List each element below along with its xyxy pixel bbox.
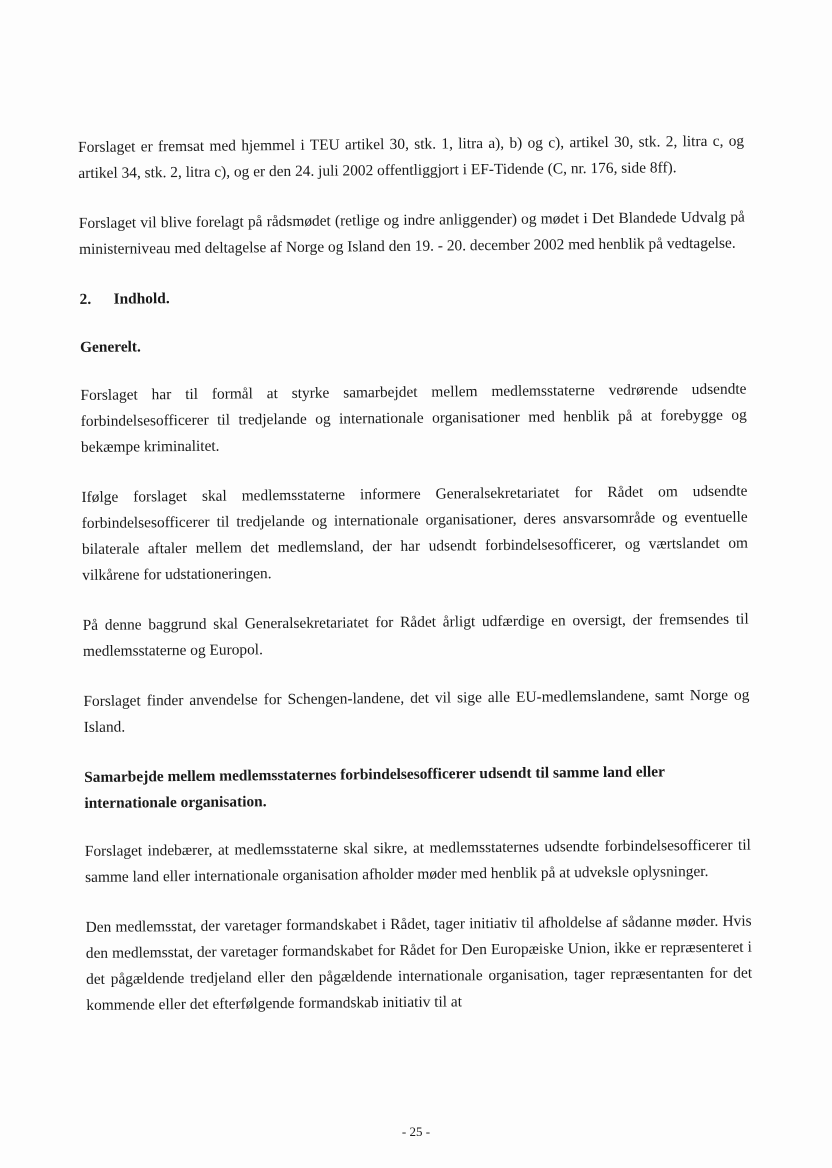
section-heading (79, 281, 745, 313)
paragraph-overview: På denne baggrund skal Generalsekretariatet for Rådet årligt udfærdige en oversigt, der fremsendes til medlemsstaterne og Europol. (82, 610, 749, 660)
subheading-samarbejde: Samarbejde mellem medlemsstaternes forbindelsesofficerer udsendt til samme land eller internationale organisation. (84, 763, 665, 812)
paragraph-purpose: Forslaget har til formål at styrke samarbejdet mellem medlemsstaterne vedrørende udsendte forbindelsesofficerer til tredjelande og internationale organisationer med henblik på at forebygge og bekæmpe kriminalitet. (80, 380, 747, 456)
subheading-generelt: Generelt. (79, 338, 141, 356)
paragraph-presidency: Den medlemsstat, der varetager formandskabet i Rådet, tager initiativ til afholdelse af sådanne møder. Hvis den medlemsstat, der varetager formandskabet for Rådet for Den Europæiske Union, ikke er repræsenteret i det pågældende tredjeland eller den pågældende internationale organisation, tager repræsentanten for det kommende eller det efterfølgende formandskab initiativ til at (85, 912, 753, 1014)
paragraph-council-meeting: Forslaget vil blive forelagt på rådsmødet (retlige og indre anliggender) og mødet i Det Blandede Udvalg på ministerniveau med deltagelse af Norge og Island den 19. - 20. december 2002 med henblik på vedtagelse. (78, 208, 745, 258)
page-body (78, 129, 753, 1043)
paragraph-legal-basis: Forslaget er fremsat med hjemmel i TEU artikel 30, stk. 1, litra a), b) og c), artikel 30, stk. 2, litra c, og artikel 34, stk. 2, litra c), og er den 24. juli 2002 offentliggjort i EF-Tidende (C, nr. 176, side 8ff). (78, 132, 745, 182)
paragraph-scope: Forslaget finder anvendelse for Schengen-landene, det vil sige alle EU-medlemslandene, samt Norge og Island. (83, 686, 750, 736)
paragraph-information: Ifølge forslaget skal medlemsstaterne informere Generalsekretariatet for Rådet om udsendte forbindelsesofficerer til tredjelande og internationale organisationer, deres ansvarsområde og eventuelle bilaterale aftaler mellem det medlemsland, der har udsendt forbindelsesofficerer, og værtslandet om vilkårene for udstationeringen. (81, 482, 749, 584)
section-title: Indhold. (113, 290, 170, 308)
page-number: - 25 - (401, 1124, 431, 1139)
paragraph-meetings: Forslaget indebærer, at medlemsstaterne skal sikre, at medlemsstaternes udsendte forbindelsesofficerer til samme land eller internationale organisation afholder møder med henblik på at udveksle oplysninger. (84, 836, 751, 886)
section-number: 2. (79, 290, 92, 308)
